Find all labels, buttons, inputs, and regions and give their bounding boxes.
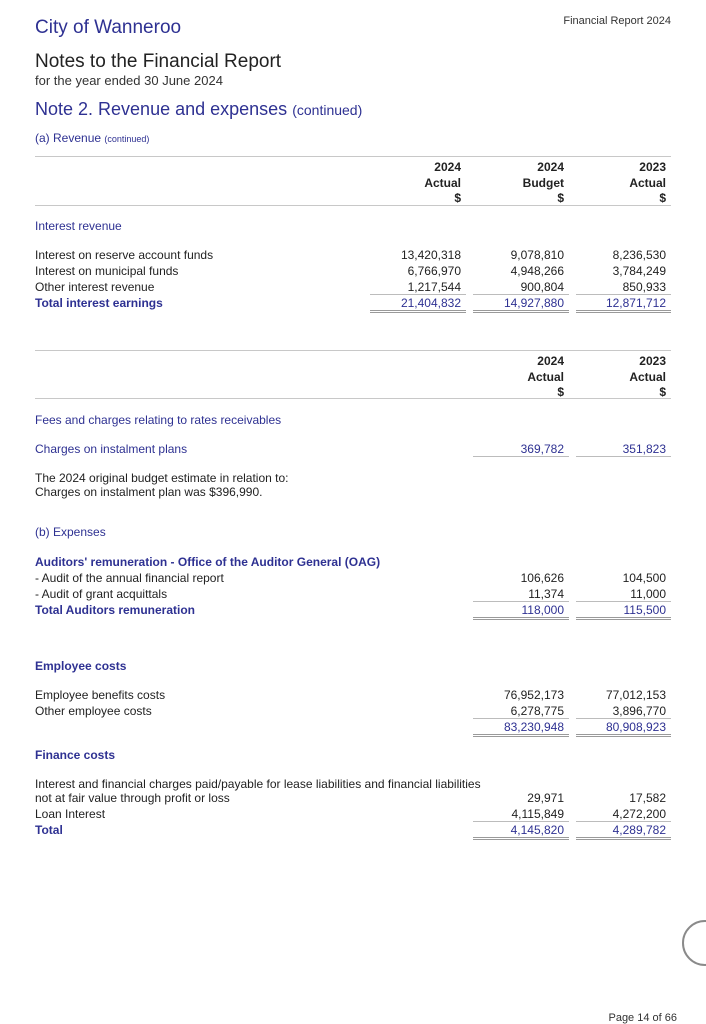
employee-total-cell: 83,230,948	[503, 720, 564, 734]
table1-row-label: Other interest revenue	[35, 280, 155, 294]
employee-cell: 76,952,173	[503, 688, 564, 702]
table1-col1-unit: $	[454, 191, 461, 205]
employee-cell: 77,012,153	[605, 688, 666, 702]
auditors-total-label: Total Auditors remuneration	[35, 603, 196, 617]
table1-row-label: Interest on municipal funds	[35, 264, 179, 278]
finance-total-cell: 4,289,782	[612, 823, 666, 837]
instalment-cell: 369,782	[520, 442, 564, 456]
note-title-continued: (continued)	[292, 102, 363, 118]
table2-col2-type: Actual	[629, 370, 666, 384]
employee-row-label: Employee benefits costs	[35, 688, 166, 702]
auditors-total-rule	[576, 617, 671, 620]
table1-total-cell: 21,404,832	[400, 296, 461, 310]
table2-top-rule	[35, 350, 671, 351]
budget-note-line: The 2024 original budget estimate in relation to:	[35, 471, 289, 485]
table1-cell: 9,078,810	[510, 248, 564, 262]
table2-col1-year: 2024	[537, 354, 564, 368]
auditors-heading: Auditors' remuneration - Office of the Auditor General (OAG)	[35, 555, 381, 569]
auditors-cell: 104,500	[622, 571, 666, 585]
instalment-rule	[473, 456, 569, 457]
finance-subtotal-rule	[473, 821, 569, 822]
table1-col3-type: Actual	[629, 176, 666, 190]
employee-total-rule	[576, 734, 671, 737]
auditors-total-cell: 115,500	[623, 603, 666, 617]
table1-col2-type: Budget	[522, 176, 564, 190]
auditors-row-label: - Audit of the annual financial report	[35, 571, 224, 585]
table1-total-rule	[576, 310, 671, 313]
subsection-a-text: (a) Revenue	[35, 131, 102, 145]
finance-total-label: Total	[35, 823, 63, 837]
table1-total-label: Total interest earnings	[35, 296, 163, 310]
employee-subtotal-rule	[473, 718, 569, 719]
finance-subtotal-rule	[576, 821, 671, 822]
note-title-text: Note 2. Revenue and expenses	[35, 99, 288, 119]
auditors-total-cell: 118,000	[521, 603, 564, 617]
finance-cell: 4,272,200	[612, 807, 666, 821]
audit-stamp-icon	[682, 920, 706, 966]
org-name: City of Wanneroo	[35, 17, 182, 38]
employee-total-cell: 80,908,923	[605, 720, 666, 734]
period: for the year ended 30 June 2024	[35, 73, 223, 88]
table1-subtotal-rule	[370, 294, 466, 295]
table1-subtotal-rule	[576, 294, 671, 295]
table1-top-rule	[35, 156, 671, 157]
table1-col3-year: 2023	[639, 160, 666, 174]
finance-cell: 17,582	[629, 791, 666, 805]
instalment-label: Charges on instalment plans	[35, 442, 188, 456]
employee-row-label: Other employee costs	[35, 704, 152, 718]
finance-row-label: Interest and financial charges paid/payable for lease liabilities and financial liabilities	[35, 777, 481, 791]
instalment-rule	[576, 456, 671, 457]
auditors-row-label: - Audit of grant acquittals	[35, 587, 168, 601]
budget-note-line: Charges on instalment plan was $396,990.	[35, 485, 263, 499]
employee-costs-heading: Employee costs	[35, 659, 127, 673]
expenses-title: (b) Expenses	[35, 525, 106, 539]
subsection-a-continued: (continued)	[104, 134, 150, 144]
table1-total-rule	[370, 310, 466, 313]
auditors-total-rule	[473, 617, 569, 620]
table1-total-rule	[473, 310, 569, 313]
page-number: Page 14 of 66	[608, 1012, 677, 1024]
table2-header-rule	[35, 398, 671, 399]
finance-total-cell: 4,145,820	[510, 823, 564, 837]
table1-row-label: Interest on reserve account funds	[35, 248, 214, 262]
finance-total-rule	[576, 837, 671, 840]
finance-row-label: Loan Interest	[35, 807, 106, 821]
employee-cell: 3,896,770	[612, 704, 666, 718]
auditors-cell: 11,374	[528, 587, 564, 601]
table1-cell: 13,420,318	[400, 248, 461, 262]
section-title: Notes to the Financial Report	[35, 51, 282, 72]
table1-col2-unit: $	[557, 191, 564, 205]
fees-charges-heading: Fees and charges relating to rates receivables	[35, 413, 282, 427]
table1-col2-year: 2024	[537, 160, 564, 174]
table1-col3-unit: $	[659, 191, 666, 205]
table1-cell: 1,217,544	[407, 280, 461, 294]
table1-cell: 6,766,970	[407, 264, 461, 278]
table2-col2-year: 2023	[639, 354, 666, 368]
table1-subtotal-rule	[473, 294, 569, 295]
table1-col1-type: Actual	[424, 176, 461, 190]
table1-header-rule	[35, 205, 671, 206]
table1-total-cell: 12,871,712	[605, 296, 666, 310]
table1-cell: 3,784,249	[612, 264, 666, 278]
table1-cell: 900,804	[520, 280, 564, 294]
employee-subtotal-rule	[576, 718, 671, 719]
report-title: Financial Report 2024	[563, 15, 671, 27]
table2-col2-unit: $	[659, 385, 666, 399]
finance-total-rule	[473, 837, 569, 840]
table1-cell: 4,948,266	[510, 264, 564, 278]
note-title	[35, 99, 362, 120]
table2-col1-unit: $	[557, 385, 564, 399]
instalment-cell: 351,823	[622, 442, 666, 456]
table1-col1-year: 2024	[434, 160, 461, 174]
finance-cell: 4,115,849	[511, 807, 564, 821]
auditors-cell: 106,626	[520, 571, 564, 585]
table1-cell: 850,933	[622, 280, 666, 294]
table1-total-cell: 14,927,880	[503, 296, 564, 310]
auditors-subtotal-rule	[473, 601, 569, 602]
finance-row-label: not at fair value through profit or loss	[35, 791, 230, 805]
employee-cell: 6,278,775	[510, 704, 564, 718]
finance-costs-heading: Finance costs	[35, 748, 116, 762]
auditors-subtotal-rule	[576, 601, 671, 602]
subsection-a	[35, 131, 149, 145]
finance-cell: 29,971	[527, 791, 564, 805]
table1-cell: 8,236,530	[612, 248, 666, 262]
employee-total-rule	[473, 734, 569, 737]
auditors-cell: 11,000	[630, 587, 666, 601]
table2-col1-type: Actual	[527, 370, 564, 384]
interest-revenue-heading: Interest revenue	[35, 219, 122, 233]
